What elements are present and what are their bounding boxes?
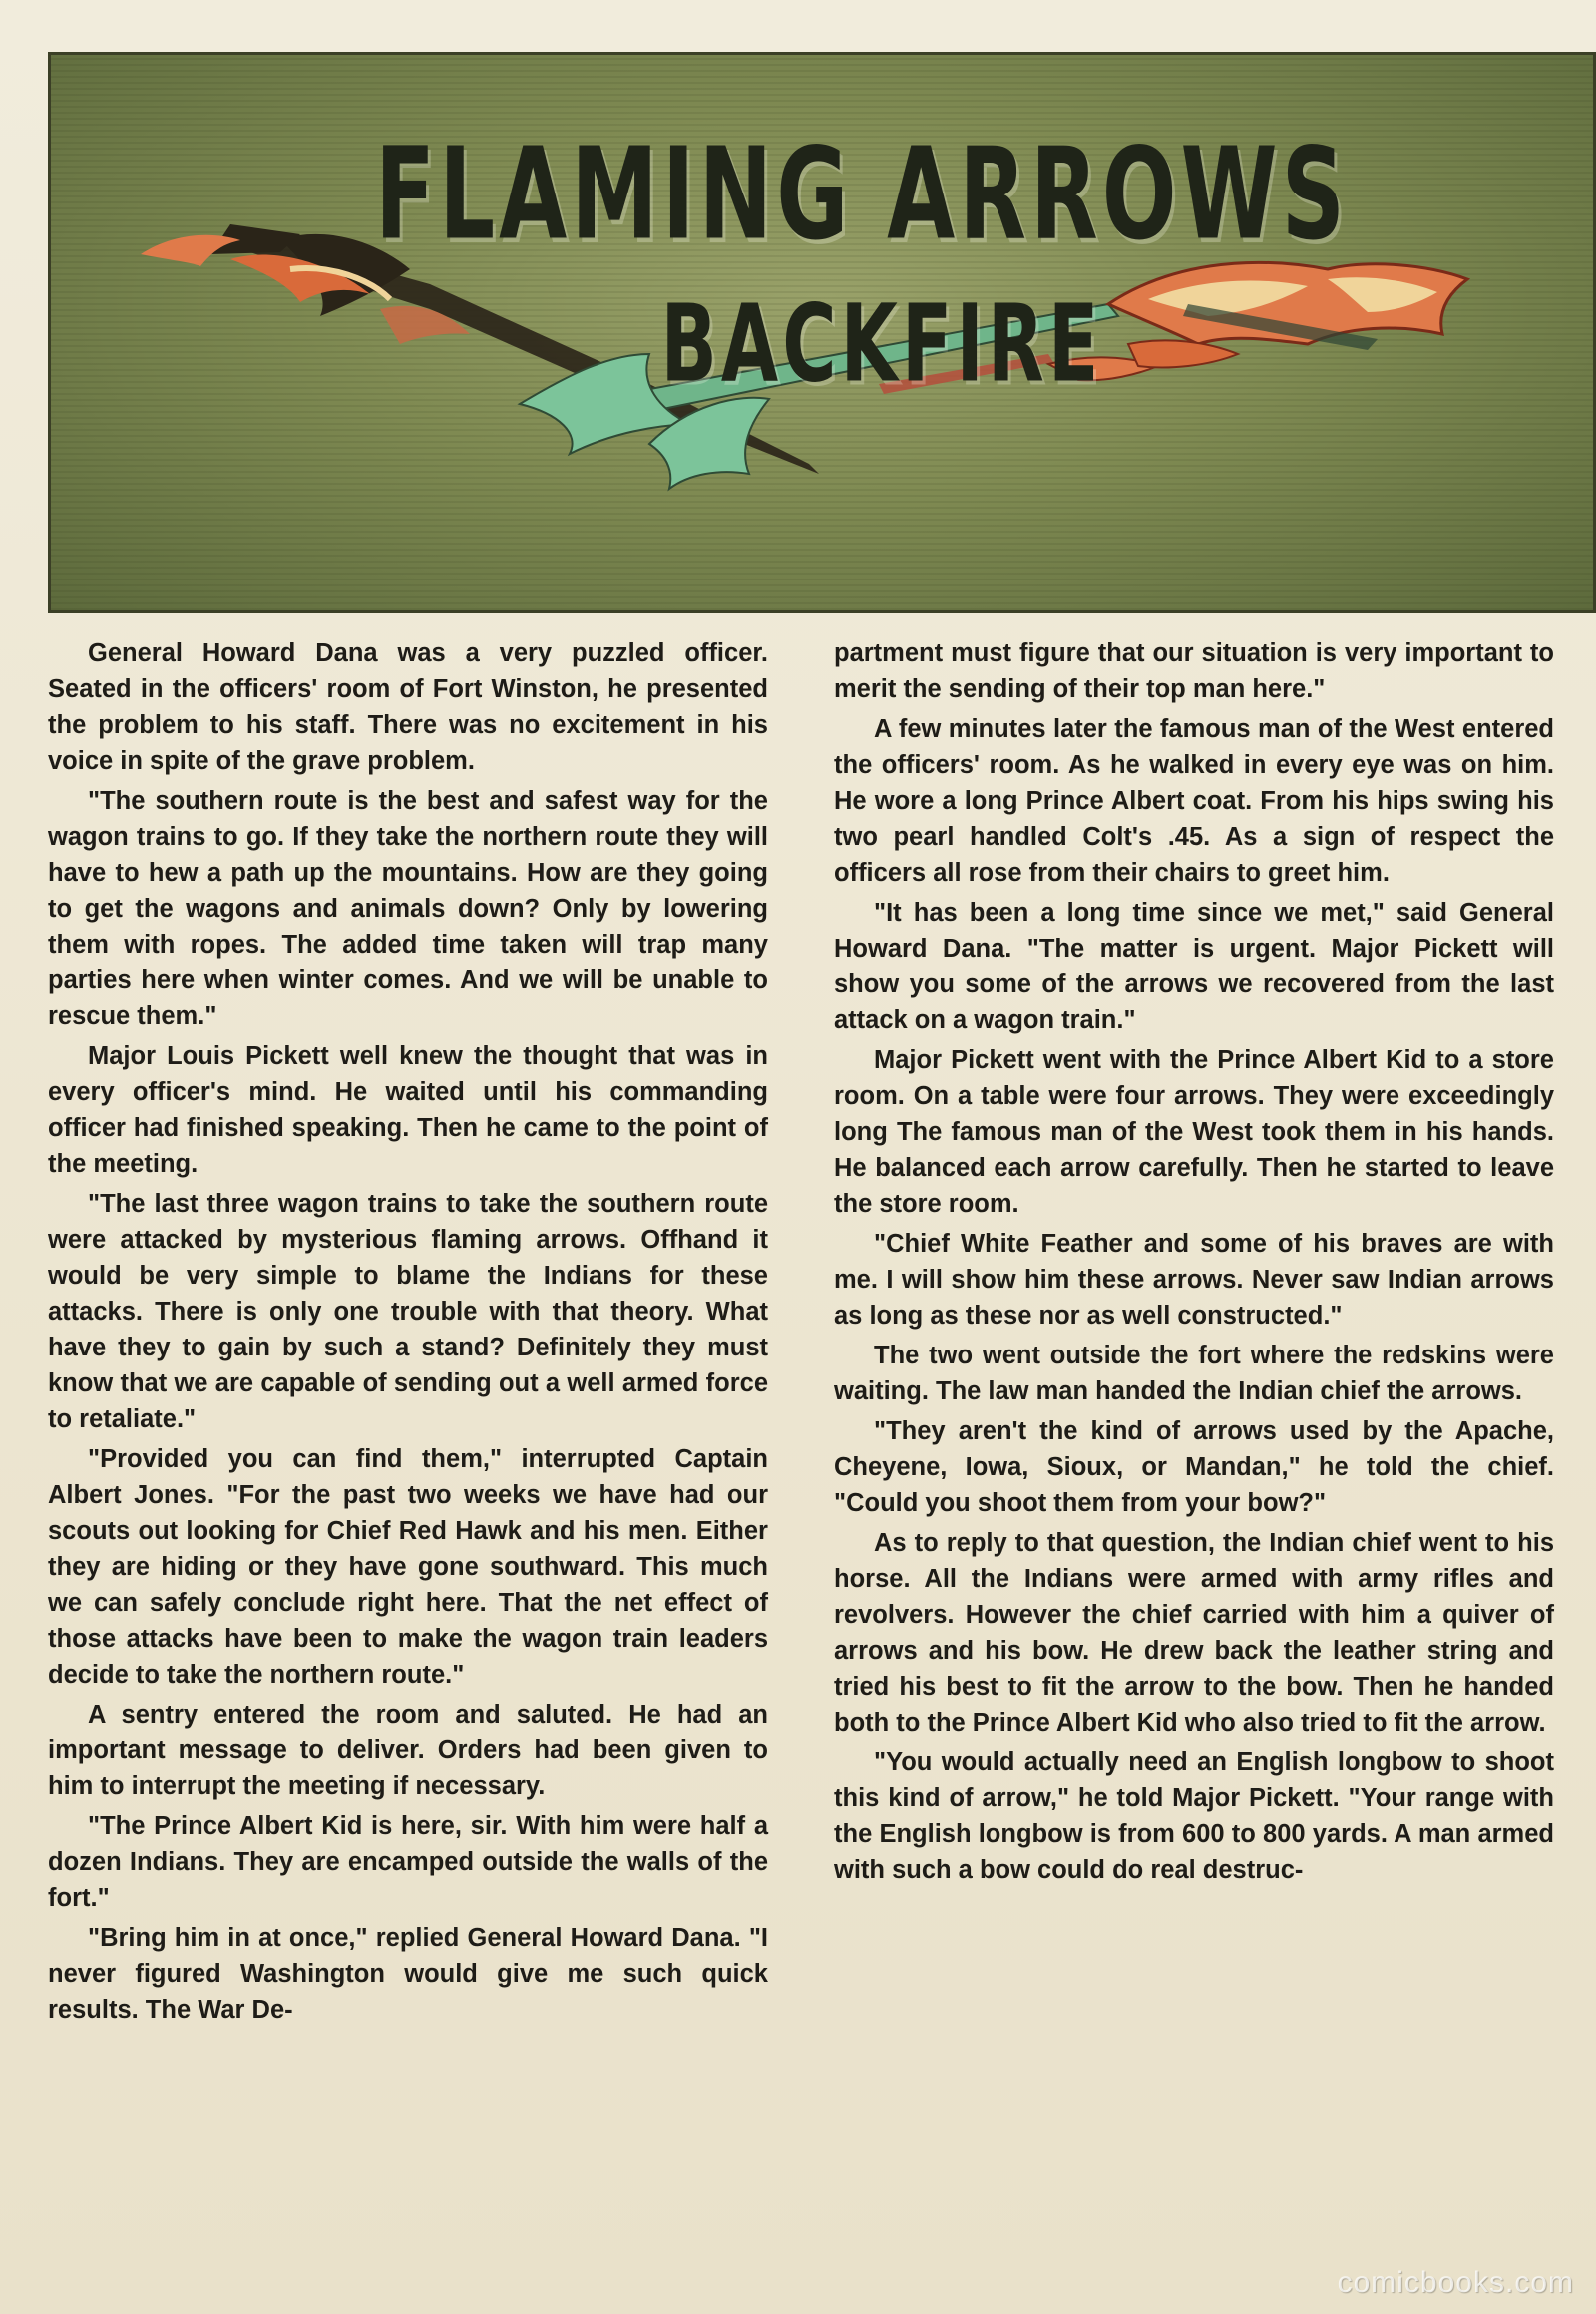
title-banner [48,52,1596,613]
story-paragraph: As to reply to that question, the Indian chief went to his horse. All the Indians were armed with army rifles and revolvers. However the chief carried with him a quiver of arrows and his bow. He drew back the leather string and tried his best to fit the arrow to the bow. Then he handed both to the Prince Albert Kid who also tried to fit the arrow. [834,1529,1554,1736]
story-paragraph: "The last three wagon trains to take the southern route were attacked by mysterious flaming arrows. Offhand it would be very simple to blame the Indians for these attacks. There is only one trouble with that theory. What have they to gain by such a stand? Definitely they must know that we are capable of sending out a well armed force to retaliate." [48,1190,768,1433]
story-paragraph: "The southern route is the best and safest way for the wagon trains to go. If they take the northern route they will have to hew a path up the mountains. How are they going to get the wagons and animals down? Only by lowering them with ropes. The added time taken will trap many parties here when winter comes. And we will be unable to rescue them." [48,787,768,1030]
story-paragraph: "Bring him in at once," replied General Howard Dana. "I never figured Washington would give me such quick results. The War De- [48,1924,768,2024]
story-paragraph: Major Louis Pickett well knew the thought that was in every officer's mind. He waited until his commanding officer had finished speaking. Then he came to the point of the meeting. [48,1042,768,1178]
story-paragraph-continued: partment must figure that our situation is very important to merit the sending of their top man here." [834,639,1554,703]
story-paragraph: Major Pickett went with the Prince Albert Kid to a store room. On a table were four arrows. They were exceedingly long The famous man of the West took them in his hands. He balanced each arrow carefully. Then he started to leave the store room. [834,1046,1554,1218]
story-paragraph: A sentry entered the room and saluted. He had an important message to deliver. Orders had been given to him to interrupt the meeting if necessary. [48,1701,768,1800]
story-title-line-2: BACKFIRE [660,281,1103,407]
story-paragraph: The two went outside the fort where the redskins were waiting. The law man handed the Indian chief the arrows. [834,1342,1554,1405]
story-paragraph: "Chief White Feather and some of his braves are with me. I will show him these arrows. Never saw Indian arrows as long as these nor as well constructed." [834,1230,1554,1330]
story-paragraph: "They aren't the kind of arrows used by the Apache, Cheyene, Iowa, Sioux, or Mandan," he told the chief. "Could you shoot them from your bow?" [834,1417,1554,1517]
story-paragraph: "You would actually need an English longbow to shoot this kind of arrow," he told Major Pickett. "Your range with the English longbow is from 600 to 800 yards. A man armed with such a bow could do real destruc- [834,1748,1554,1884]
site-watermark: comicbooks.com [1337,2266,1574,2299]
story-paragraph: General Howard Dana was a very puzzled officer. Seated in the officers' room of Fort Winston, he presented the problem to his staff. There was no excitement in his voice in spite of the grave problem. [48,639,768,775]
story-title-line-1: FLAMING ARROWS [374,119,1349,269]
left-text-column [48,635,768,2271]
story-paragraph: A few minutes later the famous man of the West entered the officers' room. As he walked in every eye was on him. He wore a long Prince Albert coat. From his hips swing his two pearl handled Colt's .45. As a sign of respect the officers all rose from their chairs to greet him. [834,715,1554,887]
story-paragraph: "It has been a long time since we met," said General Howard Dana. "The matter is urgent. Major Pickett will show you some of the arrows we recovered from the last attack on a wagon train." [834,899,1554,1034]
story-paragraph: "The Prince Albert Kid is here, sir. With him were half a dozen Indians. They are encamped outside the walls of the fort." [48,1812,768,1912]
story-paragraph: "Provided you can find them," interrupted Captain Albert Jones. "For the past two weeks we have had our scouts out looking for Chief Red Hawk and his men. Either they are hiding or they have gone southward. This much we can safely conclude right here. That the net effect of those attacks have been to make the wagon train leaders decide to take the northern route." [48,1445,768,1689]
right-text-column [834,635,1554,2271]
